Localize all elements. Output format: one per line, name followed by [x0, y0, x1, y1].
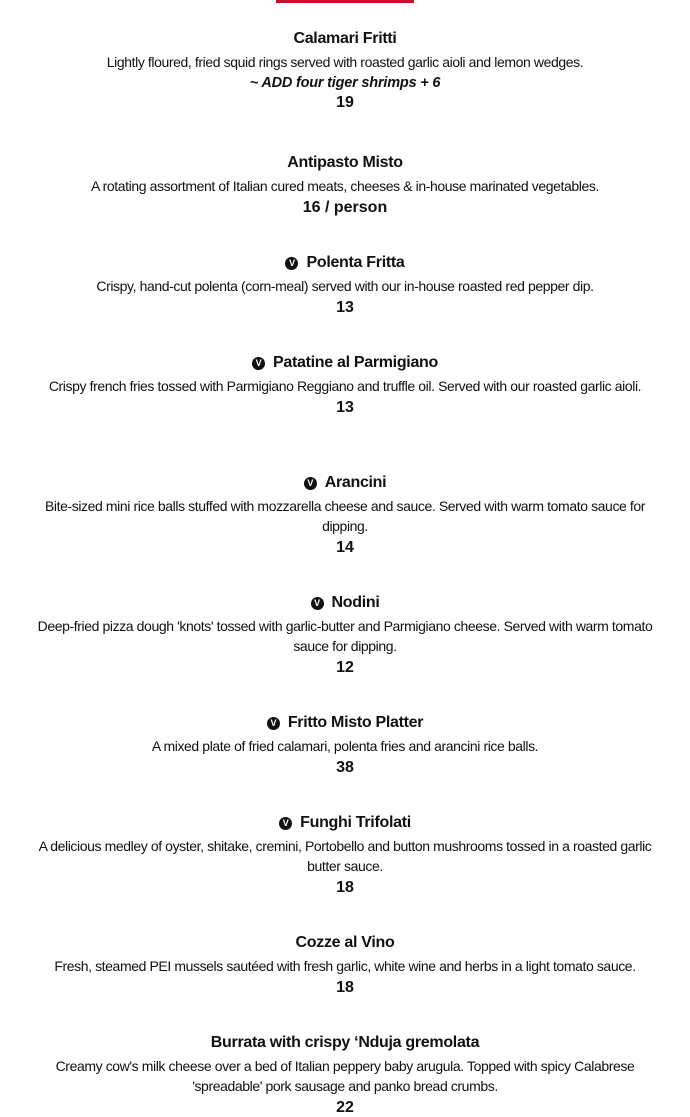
- item-name-text: Cozze al Vino: [295, 934, 395, 951]
- item-name-text: Fritto Misto Platter: [287, 714, 424, 731]
- item-name-text: Antipasto Misto: [287, 154, 403, 171]
- item-description: Lightly floured, fried squid rings served with roasted garlic aioli and lemon wedges.: [106, 54, 584, 70]
- item-name: [0, 152, 690, 174]
- item-description: A rotating assortment of Italian cured meats, cheeses & in-house marinated vegetables.: [90, 178, 599, 194]
- item-name: [0, 352, 690, 374]
- item-addon: ~ ADD four tiger shrimps + 6: [249, 75, 441, 91]
- menu-item: [0, 352, 690, 417]
- vegetarian-icon: V: [304, 477, 317, 490]
- item-name: [0, 1032, 690, 1054]
- item-name-text: Funghi Trifolati: [300, 814, 411, 831]
- vegetarian-icon: V: [279, 817, 292, 830]
- item-price: 38: [336, 759, 354, 776]
- item-description: Bite-sized mini rice balls stuffed with mozzarella cheese and sauce. Served with warm tomato sauce for dipping.: [44, 498, 646, 534]
- menu-item: [0, 932, 690, 997]
- menu-item: [0, 812, 690, 897]
- menu-item: [0, 252, 690, 317]
- item-name-text: Nodini: [331, 594, 380, 611]
- item-name-text: Polenta Fritta: [306, 254, 405, 271]
- item-price: 13: [336, 399, 354, 416]
- header-accent-rule: [276, 0, 414, 3]
- item-price: 18: [336, 879, 354, 896]
- menu-item: [0, 152, 690, 217]
- item-name: [0, 932, 690, 954]
- item-description: Crispy, hand-cut polenta (corn-meal) served with our in-house roasted red pepper dip.: [96, 278, 594, 294]
- vegetarian-icon: V: [311, 597, 324, 610]
- item-description: A delicious medley of oyster, shitake, cremini, Portobello and button mushrooms tossed in a roasted garlic butter sauce.: [38, 838, 652, 874]
- menu-item: [0, 1032, 690, 1117]
- item-price: 18: [336, 979, 354, 996]
- item-description: Creamy cow's milk cheese over a bed of Italian peppery baby arugula. Topped with spicy Calabrese 'spreadable' pork sausage and panko bread crumbs.: [55, 1058, 635, 1094]
- item-price: 12: [336, 659, 354, 676]
- item-description: Crispy french fries tossed with Parmigiano Reggiano and truffle oil. Served with our roasted garlic aioli.: [48, 378, 642, 394]
- item-name: [0, 28, 690, 50]
- item-name-text: Patatine al Parmigiano: [272, 354, 438, 371]
- item-name-text: Burrata with crispy ‘Nduja gremolata: [210, 1034, 480, 1051]
- menu-item: [0, 592, 690, 677]
- menu-item: [0, 712, 690, 777]
- item-name: [0, 252, 690, 274]
- item-price: 22: [336, 1099, 354, 1116]
- item-description: Deep-fried pizza dough 'knots' tossed with garlic-butter and Parmigiano cheese. Served with warm tomato sauce for dipping.: [37, 618, 653, 654]
- item-name-text: Calamari Fritti: [293, 30, 397, 47]
- vegetarian-icon: V: [267, 717, 280, 730]
- item-price: 13: [336, 299, 354, 316]
- menu-item: [0, 28, 690, 112]
- item-price: 16 / person: [302, 199, 388, 216]
- item-price: 14: [336, 539, 354, 556]
- item-name: [0, 592, 690, 614]
- item-name: [0, 472, 690, 494]
- menu-item: [0, 472, 690, 557]
- item-name: [0, 812, 690, 834]
- item-name-text: Arancini: [324, 474, 387, 491]
- vegetarian-icon: V: [285, 257, 298, 270]
- vegetarian-icon: V: [252, 357, 265, 370]
- item-name: [0, 712, 690, 734]
- item-description: Fresh, steamed PEI mussels sautéed with fresh garlic, white wine and herbs in a light tomato sauce.: [54, 958, 636, 974]
- item-description: A mixed plate of fried calamari, polenta fries and arancini rice balls.: [151, 738, 539, 754]
- item-price: 19: [336, 94, 354, 111]
